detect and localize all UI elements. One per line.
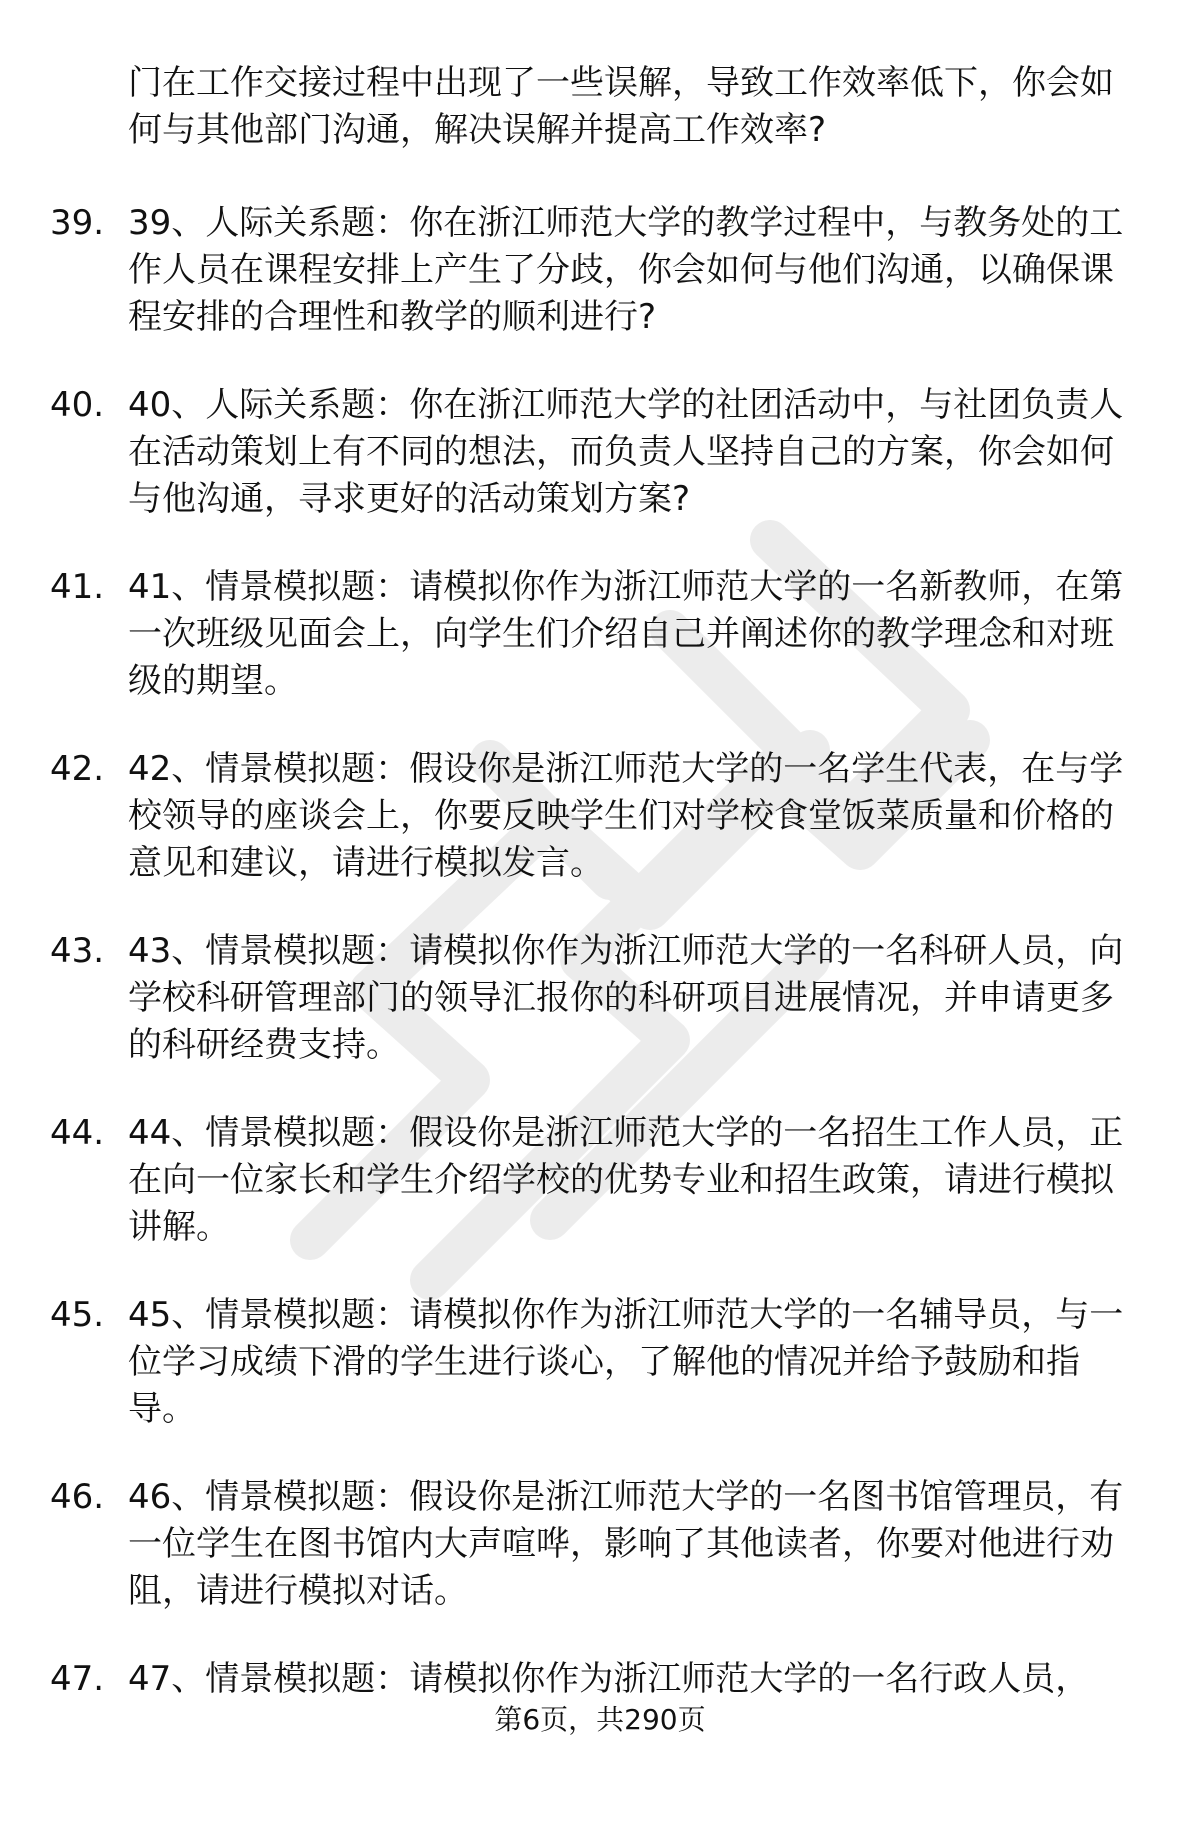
item-number: 44.	[50, 1113, 105, 1153]
question-list	[40, 200, 1140, 1838]
item-text: 44、情景模拟题：假设你是浙江师范大学的一名招生工作人员，正在向一位家长和学生介绍学校的优势专业和招生政策，请进行模拟讲解。	[128, 1113, 1124, 1247]
list-item	[40, 1292, 1140, 1474]
item-text: 42、情景模拟题：假设你是浙江师范大学的一名学生代表，在与学校领导的座谈会上，你要反映学生们对学校食堂饭菜质量和价格的意见和建议，请进行模拟发言。	[128, 749, 1124, 883]
item-number: 41.	[50, 567, 105, 607]
item-number: 39.	[50, 203, 105, 243]
list-item	[40, 1474, 1140, 1656]
list-item	[40, 382, 1140, 564]
item-number: 43.	[50, 931, 105, 971]
list-item	[40, 1110, 1140, 1292]
item-number: 40.	[50, 385, 105, 425]
item-number: 42.	[50, 749, 105, 789]
page-footer: 第6页，共290页	[494, 1703, 706, 1736]
list-item	[40, 746, 1140, 928]
item-text: 45、情景模拟题：请模拟你作为浙江师范大学的一名辅导员，与一位学习成绩下滑的学生进行谈心，了解他的情况并给予鼓励和指导。	[128, 1295, 1124, 1429]
item-text: 41、情景模拟题：请模拟你作为浙江师范大学的一名新教师，在第一次班级见面会上，向学生们介绍自己并阐述你的教学理念和对班级的期望。	[128, 567, 1124, 701]
item-text: 39、人际关系题：你在浙江师范大学的教学过程中，与教务处的工作人员在课程安排上产生了分歧，你会如何与他们沟通，以确保课程安排的合理性和教学的顺利进行?	[128, 203, 1124, 337]
item-text: 43、情景模拟题：请模拟你作为浙江师范大学的一名科研人员，向学校科研管理部门的领导汇报你的科研项目进展情况，并申请更多的科研经费支持。	[128, 931, 1124, 1065]
item-number: 47.	[50, 1659, 105, 1699]
list-item	[40, 564, 1140, 746]
list-item	[40, 200, 1140, 382]
item-text: 40、人际关系题：你在浙江师范大学的社团活动中，与社团负责人在活动策划上有不同的想法，而负责人坚持自己的方案，你会如何与他沟通，寻求更好的活动策划方案?	[128, 385, 1124, 519]
list-item	[40, 1656, 1140, 1838]
item-number: 46.	[50, 1477, 105, 1517]
item-text: 46、情景模拟题：假设你是浙江师范大学的一名图书馆管理员，有一位学生在图书馆内大声喧哗，影响了其他读者，你要对他进行劝阻，请进行模拟对话。	[128, 1477, 1124, 1611]
continuation-text: 门在工作交接过程中出现了一些误解，导致工作效率低下，你会如何与其他部门沟通，解决误解并提高工作效率?	[128, 63, 1114, 150]
item-text: 47、情景模拟题：请模拟你作为浙江师范大学的一名行政人员，	[128, 1659, 1090, 1699]
item-number: 45.	[50, 1295, 105, 1335]
list-item	[40, 928, 1140, 1110]
